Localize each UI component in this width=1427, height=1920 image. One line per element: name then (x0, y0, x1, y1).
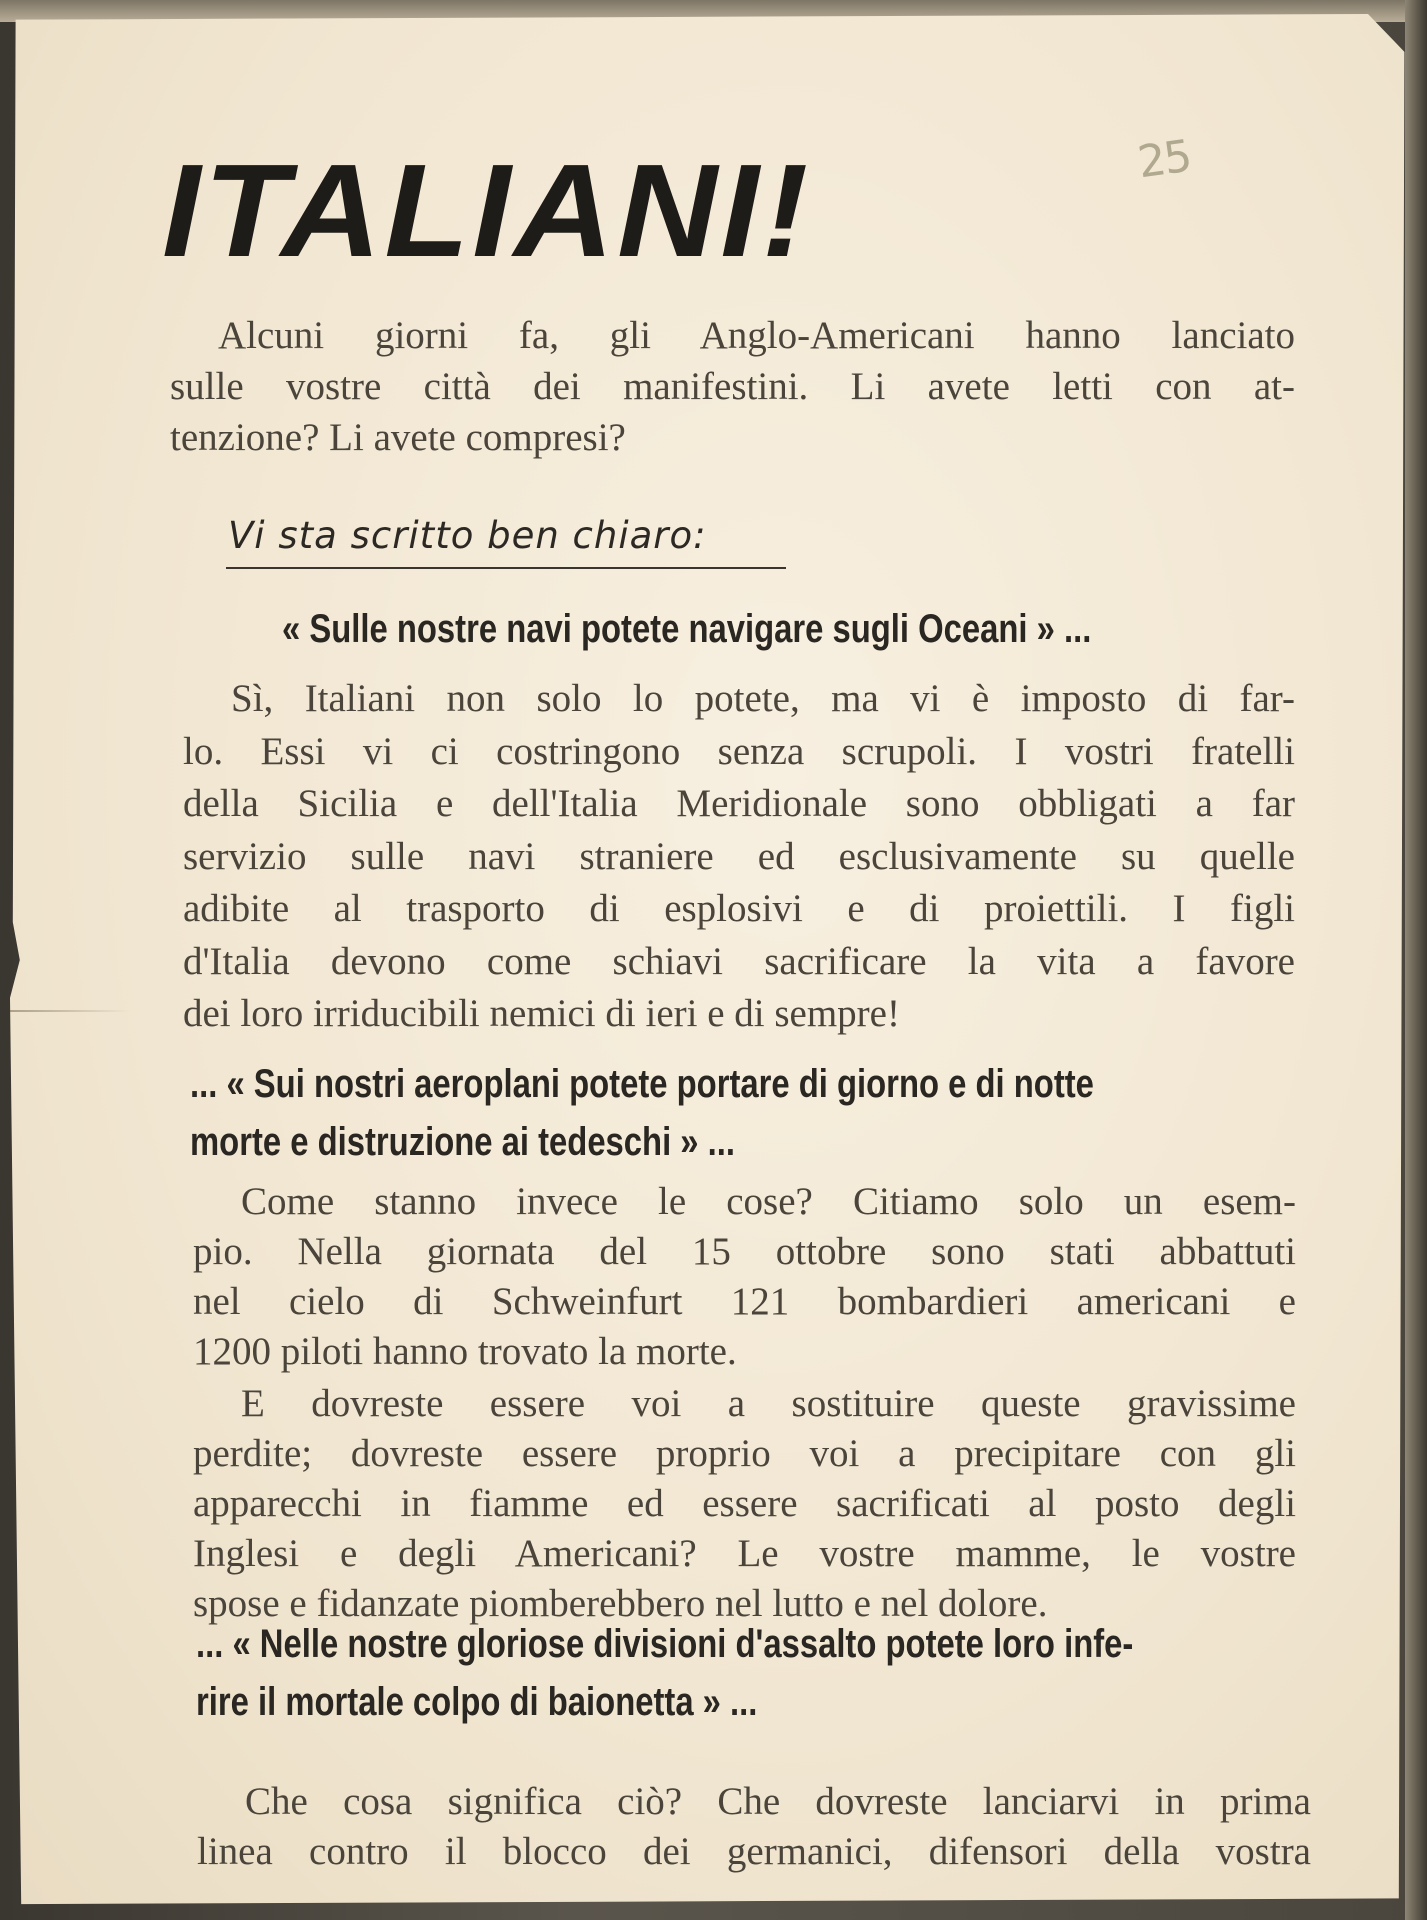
paragraph-ships (183, 673, 1295, 1041)
intro-line: sulle vostre città dei manifestini. Li avete letti con at- (170, 365, 1295, 408)
paragraph-schweinfurt (193, 1177, 1296, 1377)
paragraph-line: adibite al trasporto di esplosivi e di proiettili. I figli (183, 887, 1295, 930)
quote-assault-divisions (196, 1615, 1133, 1731)
photo-background-right (1405, 0, 1427, 1920)
paragraph-front-line (197, 1777, 1311, 1877)
paragraph-line: E dovreste essere voi a sostituire queste gravissime (241, 1382, 1296, 1425)
quote-ships (282, 607, 1091, 652)
intro-line: Alcuni giorni fa, gli Anglo-Americani hanno lanciato (218, 314, 1295, 357)
paragraph-line: 1200 piloti hanno trovato la morte. (193, 1330, 737, 1373)
paragraph-line: apparecchi in fiamme ed essere sacrificati al posto degli (193, 1482, 1296, 1525)
paragraph-line: dei loro irriducibili nemici di ieri e di sempre! (183, 992, 900, 1035)
quote-line: ... « Sui nostri aeroplani potete portare di giorno e di notte (190, 1062, 1094, 1106)
paragraph-line: pio. Nella giornata del 15 ottobre sono stati abbattuti (193, 1230, 1296, 1273)
subheading-underline (226, 567, 786, 569)
paper-crease (10, 1010, 130, 1012)
paragraph-line: linea contro il blocco dei germanici, difensori della vostra (197, 1830, 1311, 1873)
paragraph-line: nel cielo di Schweinfurt 121 bombardieri americani e (193, 1280, 1296, 1323)
paragraph-line: servizio sulle navi straniere ed esclusivamente su quelle (183, 834, 1295, 878)
intro-line: tenzione? Li avete compresi? (170, 416, 626, 459)
paragraph-line: d'Italia devono come schiavi sacrificare la vita a favore (183, 939, 1295, 983)
headline: ITALIANI! (162, 137, 812, 284)
handwritten-page-number: 25 (1134, 130, 1194, 189)
quote-line: morte e distruzione ai tedeschi » ... (190, 1120, 736, 1164)
paragraph-line: Che cosa significa ciò? Che dovreste lanciarvi in prima (245, 1780, 1311, 1823)
paragraph-line: Sì, Italiani non solo lo potete, ma vi è imposto di far- (231, 677, 1295, 720)
quote-line: rire il mortale colpo di baionetta » ... (196, 1680, 758, 1724)
quote-line: ... « Nelle nostre gloriose divisioni d'assalto potete loro infe- (196, 1622, 1134, 1666)
paragraph-line: spose e fidanzate piomberebbero nel lutto e nel dolore. (193, 1582, 1048, 1625)
quote-line: « Sulle nostre navi potete navigare sugli Oceani » ... (282, 607, 1092, 651)
quote-aircraft (190, 1055, 1094, 1171)
paragraph-line: Come stanno invece le cose? Citiamo solo un esem- (241, 1180, 1296, 1223)
paragraph-line: lo. Essi vi ci costringono senza scrupoli. I vostri fratelli (183, 729, 1295, 773)
subheading: Vi sta scritto ben chiaro: (228, 514, 707, 557)
paragraph-losses (193, 1379, 1296, 1629)
intro-paragraph (170, 310, 1295, 463)
paragraph-line: della Sicilia e dell'Italia Meridionale sono obbligati a far (183, 782, 1295, 825)
paragraph-line: perdite; dovreste essere proprio voi a precipitare con gli (193, 1432, 1296, 1475)
paragraph-line: Inglesi e degli Americani? Le vostre mamme, le vostre (193, 1532, 1296, 1575)
